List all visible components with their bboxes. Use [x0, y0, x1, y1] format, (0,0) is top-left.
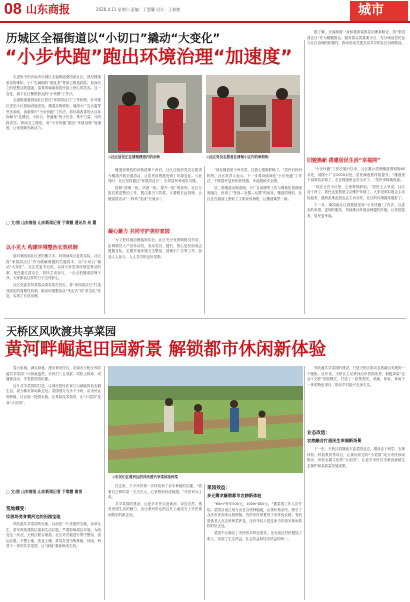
- article1-subhead-1: 以小见大 构建环境整治长效机制: [6, 245, 78, 251]
- article2-lead: [6, 366, 101, 488]
- article2-col4-body: [307, 366, 405, 428]
- masthead-meta: 2026.4.11 星期六 责编：于慧馨 设计：王春德: [96, 7, 181, 12]
- paragraph: 菜园不仅满足了市民的多样化需求，也为周边村民增加了收入，实现了生态效益、社会效益和经济效益的统一。: [207, 530, 302, 541]
- paragraph: 效，将楼道杂物清理、小广告清理等工作与网格化管理深度融合，形成了“发现—处置—反馈”的闭环。楼道清理后，社区还在墙面上张贴了文明宣传海报，让楼道焕然一新。: [207, 185, 302, 201]
- photo-cleaning-stairwell: [108, 75, 202, 153]
- article1-headline: “小步快跑”跑出环境治理“加速度”: [5, 47, 293, 68]
- paragraph: 这片共享菜园的打造，让城市居民在家门口就能体验农耕生活，成为都市休闲新去处。菜园划分为多个小块，由市民认领种植，社区统一提供水源、农具和技术指导，让“小菜园”变身“大乐园”。: [6, 383, 101, 405]
- article2-headline: 黄河畔崛起田园新景 解锁都市休闲新体验: [5, 340, 327, 360]
- article2-subhead-3b: 农旅融合打造民生幸福新场景: [307, 438, 362, 443]
- photo-caption-2: ◎社区党员志愿者在清理小区内的堆积物: [206, 155, 269, 159]
- photo-caption-garden: ◎市民们在黄河边的风吹渡共享菜园里种菜: [112, 475, 179, 479]
- masthead: [0, 0, 410, 22]
- paragraph: “60m²每年500元，100m²800元。”据菜园工作人员介绍，菜园目前已划分出近百块种植地，认领价格亲民，吸引了众多市民前来认领种植。有的市民带着孩子来体验农耕，有的退休老人在这里种菜养花，还有年轻人把这里当作周末休闲放松的好去处。: [207, 502, 302, 529]
- photo-volunteers-clearing: [206, 75, 300, 153]
- column-divider: [104, 366, 105, 600]
- paragraph: 共享菜园的建设，让更多市民走进黄河、亲近自然，感受田园生活的魅力，也让黄河岸边的这片土地成为了市民休闲娱乐的新去处。: [108, 501, 202, 517]
- article2-subhead-3: 业态改造：: [307, 431, 330, 436]
- section-badge: [350, 1, 408, 21]
- article2-subhead-2b: 多元需求解锁都市农耕新体验: [207, 493, 262, 498]
- page-number: 08: [4, 1, 22, 18]
- article2-sub3-body: [307, 447, 405, 600]
- article2-col3-body: [207, 502, 302, 600]
- paragraph: 风吹渡共享菜园的建设，只是天桥区推动农旅融合发展的一个缩影。近年来，天桥区立足黄河沿岸资源优势，积极探索“农业+文旅”发展模式，打造了一批集观光、采摘、体验、休闲于一体的特色项目，推动乡村振兴走深走实。: [307, 366, 405, 387]
- article2-sub1-body: [6, 522, 101, 600]
- article2-byline: □ 文/图 山东商报·山东新闻记者 于春慧 谢昊: [6, 489, 83, 494]
- masthead-rule: [0, 21, 410, 23]
- paragraph: 按照“清理一批、巩固一批、提升一批”的原则，社区分批次推进整治工作，既注重当下效果，又着眼长远管理，让楼道清洁从“一阵风”变成“长流水”。: [108, 185, 202, 201]
- article2-col2-body: [108, 484, 202, 600]
- paragraph: 下一步，桑园南社区将继续坚持“小步快跑”工作法，以更实的举措、更细的服务，持续推动环境治理提档升级，让家园更美、居民更幸福。: [307, 202, 405, 218]
- paragraph: 春日泉城，满目绿意。漫步黄河岸边，济南市天桥区风吹渡共享菜园一片绿意盎然，市民们三五成群，或松土除草，或播种浇水，享受着田园乐趣。: [6, 366, 101, 382]
- paragraph: 走进如今的济南市历城区全福街道桑园南社区，曾经楼道里杂物堆积、小广告满墙的“脏乱差”景象已难觅踪影。取而代之的是整洁的通道、清爽的墙面和居民脸上舒心的笑容。这一变化，源于社区聚焦群众的“小快微”工作法。: [6, 75, 101, 96]
- article1-lead: [6, 75, 101, 218]
- photo-scene: [108, 75, 202, 153]
- column-divider: [204, 166, 205, 314]
- paragraph: 下一步，天桥区将继续丰富菜园业态，增设亲子研学、农事体验、科普教育等项目，让黄河岸边的“小菜园”成为市民休闲娱乐、体验农耕文化的“大乐园”，让更多市民共享黄河流域生态保护和高质量发展成果。: [307, 447, 405, 468]
- article1-col2-body: [108, 168, 202, 226]
- photo-caption-1: ◎社区居民正在清理楼道内的杂物: [108, 155, 161, 159]
- paper-name: 山东商报: [26, 3, 70, 16]
- paragraph: 据了解，全福街道一直积极探索基层治理新路径，将“家园清洁日”作为凝聚群众、服务群众的重要平台，充分调动居民参与社区治理的积极性，推动形成共建共治共享的社区治理格局。: [307, 30, 405, 46]
- article1-sub2-body-a: [108, 238, 202, 314]
- column-divider: [304, 366, 305, 600]
- photo-shared-garden: [108, 366, 303, 473]
- paragraph: 面对桑园南社区老旧楼宇多、环境顽疾反复的实际，社区将“家园清洁日”作为破解难题的关键抓手，以“小切口”撬动“大变化”。社区党委书记说，以前大家觉得环境是物业的事，现在通过清洁日，居民主动参与，一点点把楼道清理干净，大家都说这样的日子过得舒心。: [6, 254, 101, 281]
- article1-kicker: 历城区全福街道以“小切口”撬动“大变化”: [6, 31, 221, 45]
- article1-byline: □ 文/图 山东商报·山东新闻记者 于春慧 通讯员 吴 霞: [6, 220, 97, 225]
- article1-sub1-body: [6, 254, 101, 314]
- article-separator: [4, 318, 406, 319]
- photo-scene: [108, 366, 303, 473]
- article2-subhead-2: 菜园效益：: [207, 486, 230, 491]
- paragraph: 风吹渡共享菜园所在地，以前是一片荒废的空地，杂草丛生，常年堆放建筑垃圾和生活垃圾，严重影响周边环境。为改变这一状况，天桥区联合街道、社区对荒地进行集中整治，清运垃圾、平整土地、改良土壤，将其打造为集种植、休闲、科普于一体的共享菜园，让“废地”重新焕发生机。: [6, 522, 101, 549]
- paragraph: “小步快跑”工作法施行以来，社区累计清理楼道堆积物60余处，清除小广告2000余处，居民满意度持续提升。“楼道里不再堆放杂物了，走在楼道里也安全多了。”居民李阿姨说道。: [307, 167, 405, 183]
- paragraph: 在这里，不少市民第一次体验到了亲手种植的乐趣。“看着自己种的菜一天天长大，心里特别有成就感。”市民刘女士说。: [108, 484, 202, 500]
- section-badge-label: 城市: [358, 3, 385, 18]
- article2-subhead-1b: 垃圾场变身黄河边的田园宝地: [6, 514, 61, 519]
- article1-col4-body: [307, 30, 405, 155]
- photo-scene: [206, 75, 300, 153]
- paragraph: “现在走在小区里，心里特别舒坦。”居民王大爷说，社区变干净了，居民也更愿意主动维护环境了，大家见到垃圾会主动捡起来，遇到乱堆乱放也会主动劝导，社区的环境越来越好了。: [307, 184, 405, 200]
- article1-subhead-3: 旧貌换新 搭建居民生活“幸福网”: [307, 158, 381, 164]
- article2-subhead-1: 荒地蝶变：: [6, 507, 29, 512]
- paragraph: “现在楼道里干净亮堂，住着心情都舒畅了。”居民们纷纷称赞。社区负责人表示，下一步将持续深化“小步快跑”工作法，不断提升居民的获得感、幸福感和安全感。: [207, 168, 302, 184]
- paragraph: 社区党委坚持将群众需求放在首位，将“家园清洁日”打造成固定的周期性机制，推动环境整治从“突击式”向“常态化”转变，实现了长效治理。: [6, 282, 101, 299]
- article1-sub3-body: [307, 167, 405, 314]
- paragraph: 为了把环境治理落到实处，社区充分发挥网格员作用，由网格员入户宣传动员，发动党员、楼长、热心居民组成志愿服务队，定期开展环境卫生整治、清理小广告等工作，营造人人参与、人人共享的良好氛围。: [108, 238, 202, 259]
- column-divider: [304, 40, 305, 314]
- column-divider: [104, 74, 105, 314]
- paragraph: 全福街道桑园南社区依托“家园清洁日”工作机制，针对辖区老旧小区基础设施老化、楼道杂物堆积、墙面小广告泛滥等突出顽疾，创新推行“小步快跑”工作法，将环境改善的大目标拆解为“近期治、小切口、快落地”的小任务，集中力量、分阶段攻坚。简而言之便是，用“小步快跑”跑出“环境治理”加速度，让家园焕发新活力。: [6, 98, 101, 131]
- article1-sub2-body-b: [207, 168, 302, 314]
- article2-kicker: 天桥区风吹渡共享菜园: [6, 325, 116, 338]
- column-divider: [204, 484, 205, 600]
- paragraph: 楼道里堆放的杂物清理干净后，社区还组织党员志愿者为楼道开展全面清洁，让居民直观感受到了环境变化。与此同时，社区坚持通过“家园清洁日”，引导居民养成好习惯。: [108, 168, 202, 184]
- article1-subhead-2: 凝心聚力 共同守护美好家园: [108, 229, 170, 235]
